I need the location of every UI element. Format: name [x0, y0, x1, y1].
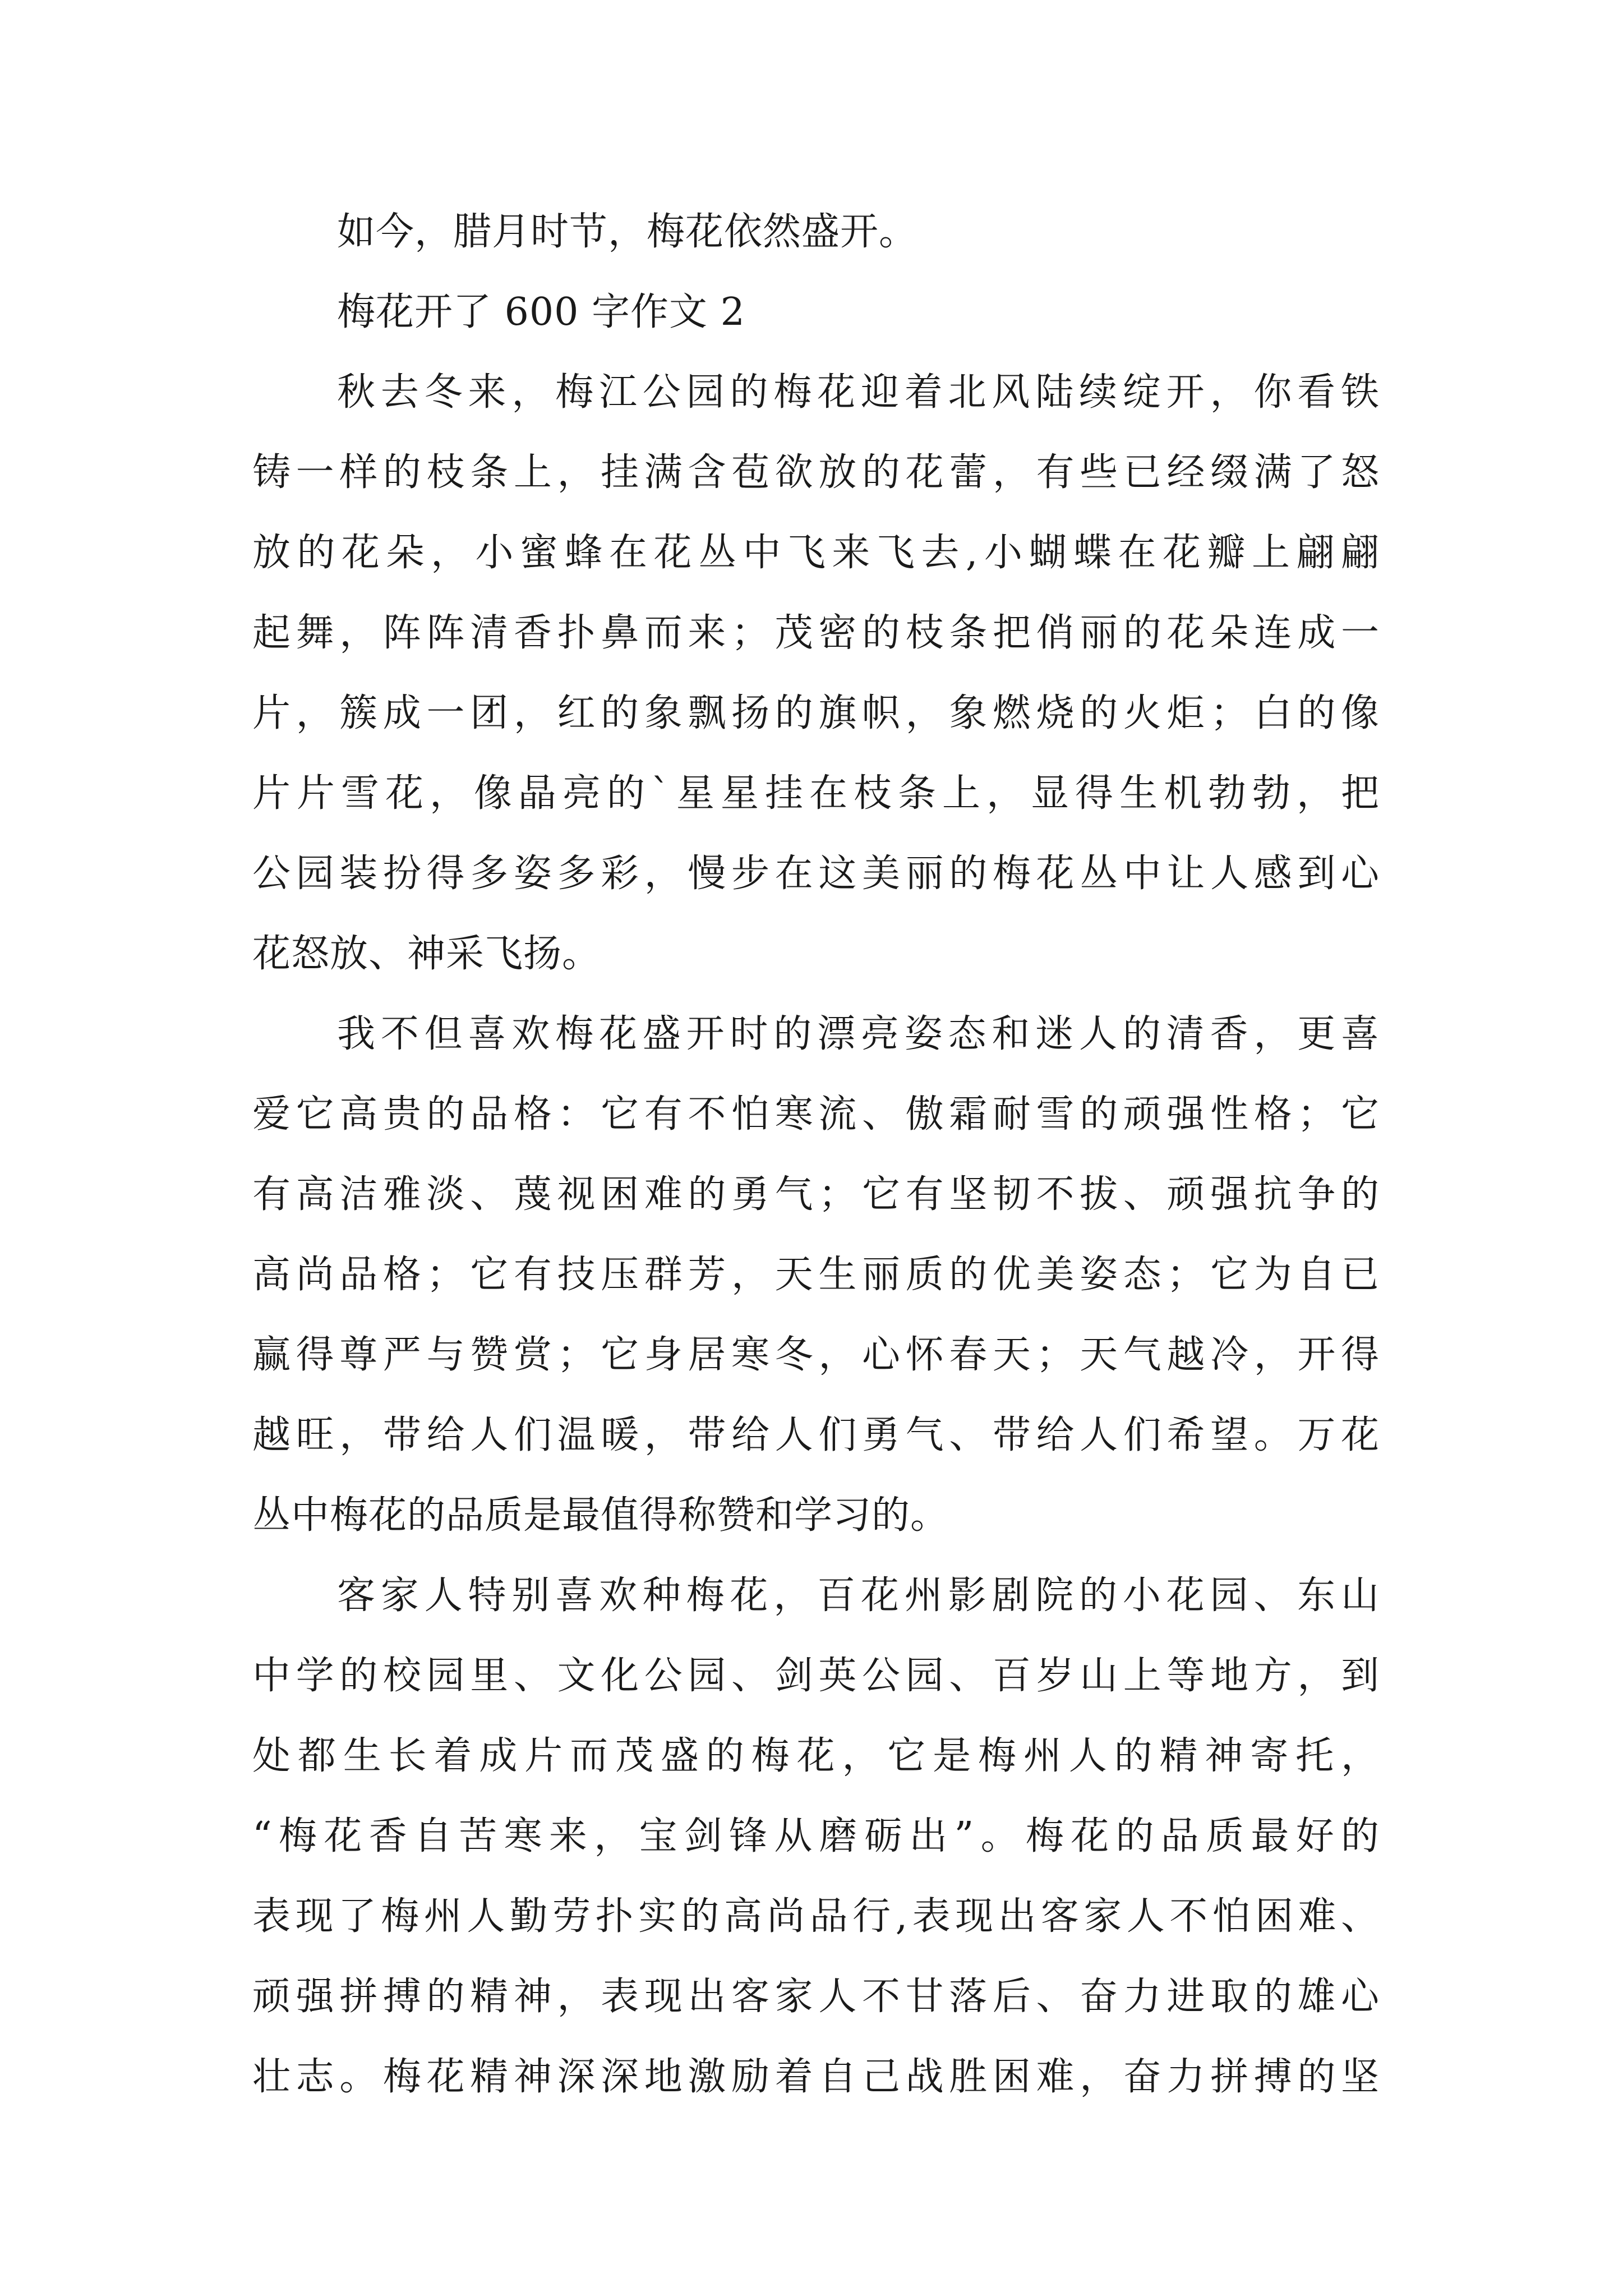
paragraph-line: 花怒放、神采飞扬。	[252, 932, 601, 976]
paragraph-line: 赢得尊严与赞赏；它身居寒冬，心怀春天；天气越冷，开得	[252, 1333, 1380, 1377]
paragraph-line: 壮志。梅花精神深深地激励着自己战胜困难，奋力拼搏的坚	[252, 2055, 1380, 2099]
paragraph-line: 片片雪花，像晶亮的`星星挂在枝条上，显得生机勃勃，把	[252, 771, 1380, 816]
paragraph-line: 中学的校园里、文化公园、剑英公园、百岁山上等地方，到	[252, 1654, 1380, 1698]
paragraph-line: 起舞，阵阵清香扑鼻而来；茂密的枝条把俏丽的花朵连成一	[252, 611, 1380, 655]
paragraph-line: 我不但喜欢梅花盛开时的漂亮姿态和迷人的清香，更喜	[337, 1012, 1380, 1056]
paragraph-line: 越旺，带给人们温暖，带给人们勇气、带给人们希望。万花	[252, 1413, 1380, 1457]
paragraph-line: 公园装扮得多姿多彩，慢步在这美丽的梅花丛中让人感到心	[252, 852, 1380, 896]
paragraph-line: 放的花朵，小蜜蜂在花丛中飞来飞去,小蝴蝶在花瓣上翩翩	[252, 531, 1380, 575]
document-page	[252, 212, 1380, 2137]
paragraph-line: 铸一样的枝条上，挂满含苞欲放的花蕾，有些已经缀满了怒	[252, 450, 1380, 495]
paragraph-line: “梅花香自苦寒来，宝剑锋从磨砺出”。梅花的品质最好的	[252, 1814, 1380, 1858]
paragraph-line: 高尚品格；它有技压群芳，天生丽质的优美姿态；它为自已	[252, 1253, 1380, 1297]
paragraph-line: 表现了梅州人勤劳扑实的高尚品行,表现出客家人不怕困难、	[252, 1894, 1380, 1939]
paragraph-line: 顽强拼搏的精神，表现出客家人不甘落后、奋力进取的雄心	[252, 1975, 1380, 2019]
section-title: 梅花开了 600 字作文 2	[337, 290, 745, 334]
paragraph-line: 如今，腊月时节，梅花依然盛开。	[337, 210, 918, 254]
paragraph-line: 秋去冬来，梅江公园的梅花迎着北风陆续绽开，你看铁	[337, 370, 1380, 415]
paragraph-line: 客家人特别喜欢种梅花，百花州影剧院的小花园、东山	[337, 1573, 1380, 1618]
paragraph-line: 丛中梅花的品质是最值得称赞和学习的。	[252, 1493, 949, 1538]
paragraph-line: 爱它高贵的品格：它有不怕寒流、傲霜耐雪的顽强性格；它	[252, 1092, 1380, 1137]
paragraph-line: 片，簇成一团，红的象飘扬的旗帜，象燃烧的火炬；白的像	[252, 691, 1380, 735]
paragraph-line: 处都生长着成片而茂盛的梅花，它是梅州人的精神寄托，	[252, 1734, 1380, 1778]
paragraph-line: 有高洁雅淡、蔑视困难的勇气；它有坚韧不拔、顽强抗争的	[252, 1172, 1380, 1217]
